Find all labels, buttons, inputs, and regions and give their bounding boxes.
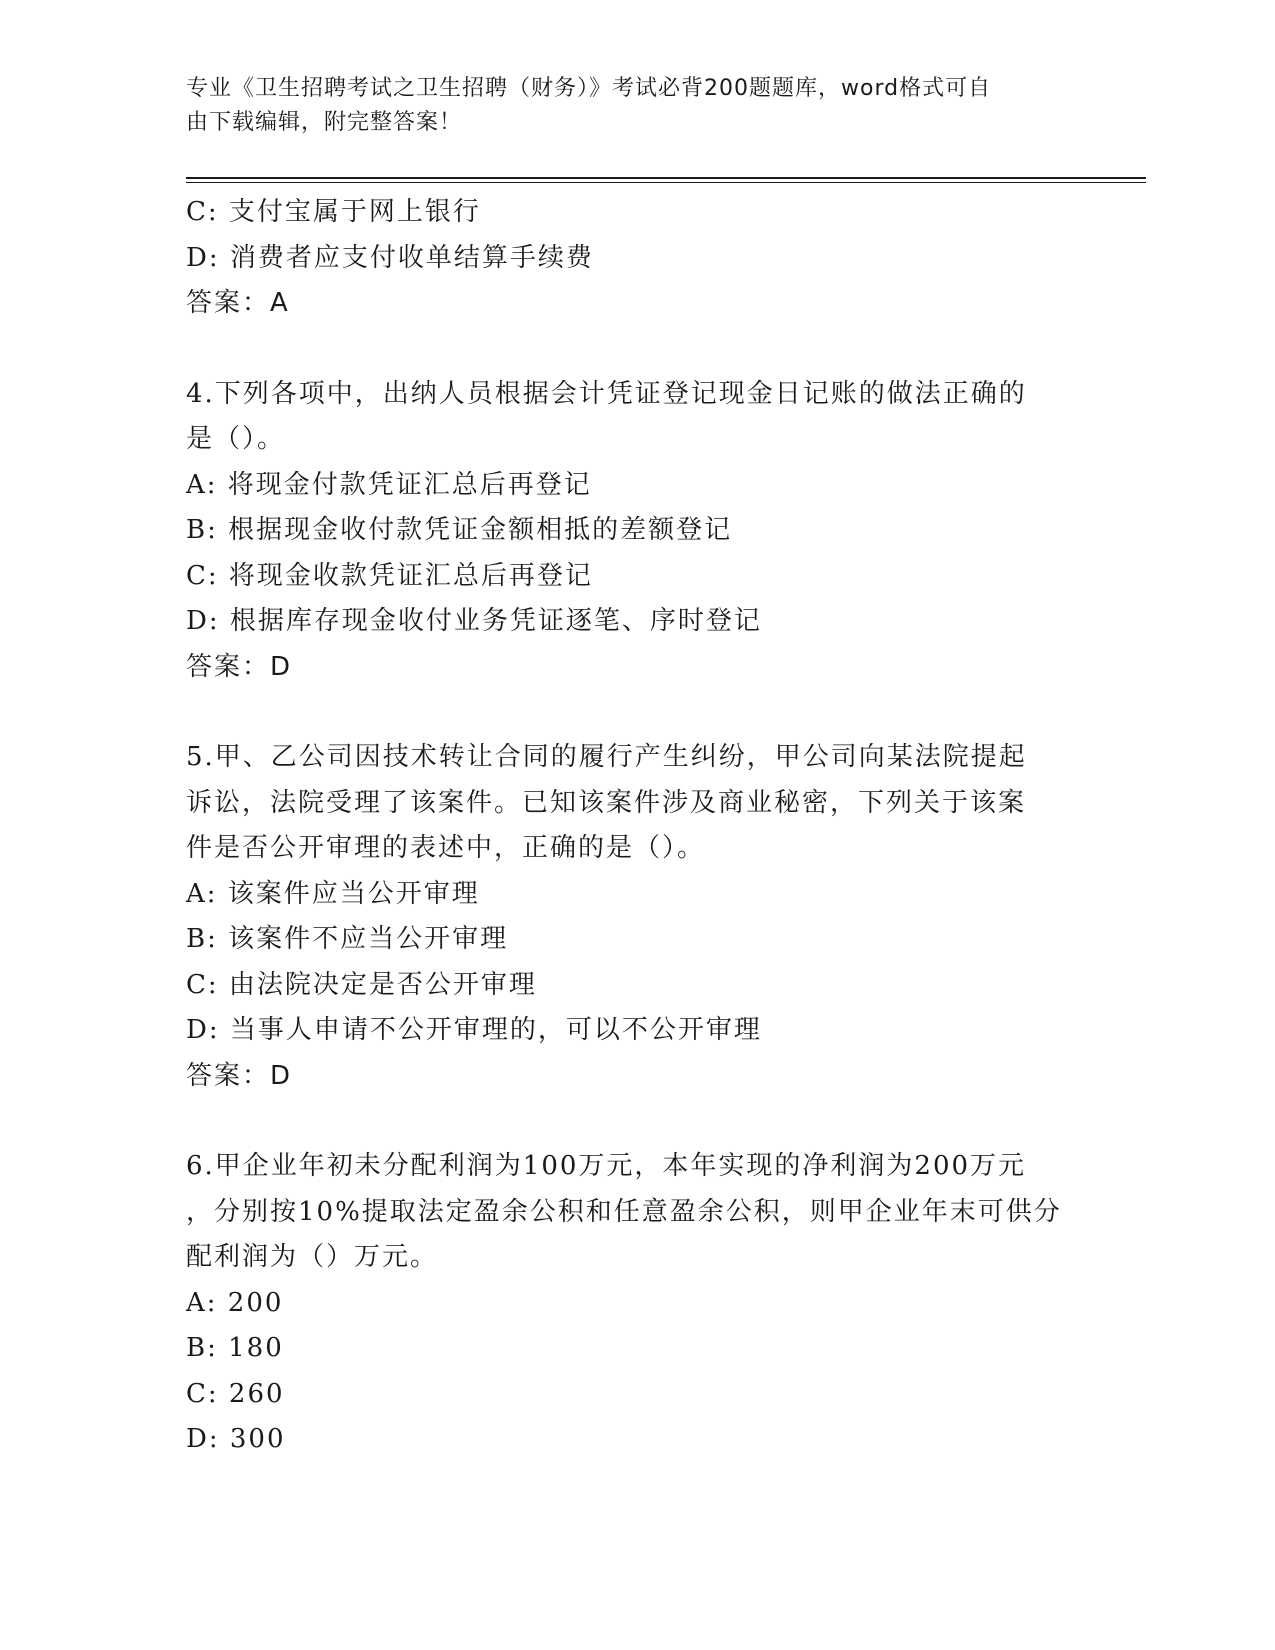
spacer (186, 690, 1086, 735)
option-a: A: 将现金付款凭证汇总后再登记 (186, 469, 592, 500)
question-stem-line: 5.甲、乙公司因技术转让合同的履行产生纠纷，甲公司向某法院提起 (186, 742, 1027, 772)
question-3-tail (186, 190, 1086, 327)
header-rule-thick (186, 177, 1146, 179)
header-line-1: 专业《卫生招聘考试之卫生招聘（财务）》考试必背200题题库，word格式可自 (186, 76, 992, 101)
question-6 (186, 1144, 1086, 1463)
option-c: C: 支付宝属于网上银行 (186, 197, 481, 227)
question-content (186, 190, 1086, 1463)
answer-label: 答案：A (186, 288, 290, 318)
option-a: A: 该案件应当公开审理 (186, 878, 480, 909)
header-line-2: 由下载编辑，附完整答案！ (186, 110, 463, 135)
answer-label: 答案：D (186, 651, 293, 682)
question-stem-line: 是（）。 (186, 424, 286, 454)
question-5 (186, 735, 1086, 1099)
option-a: A: 200 (186, 1287, 284, 1318)
option-c: C: 260 (186, 1378, 285, 1409)
question-stem-line: 4.下列各项中，出纳人员根据会计凭证登记现金日记账的做法正确的 (186, 378, 1027, 409)
question-stem-line: 6.甲企业年初未分配利润为100万元，本年实现的净利润为200万元 (186, 1151, 1027, 1181)
page-header (186, 72, 1066, 140)
option-d: D: 根据库存现金收付业务凭证逐笔、序时登记 (186, 606, 762, 636)
spacer (186, 1099, 1086, 1144)
option-b: B: 180 (186, 1333, 284, 1363)
option-c: C: 由法院决定是否公开审理 (186, 969, 537, 1000)
question-stem-line: ，分别按10%提取法定盈余公积和任意盈余公积，则甲企业年末可供分 (186, 1196, 1062, 1227)
option-b: B: 该案件不应当公开审理 (186, 924, 509, 954)
option-d: D: 消费者应支付收单结算手续费 (186, 242, 594, 273)
answer-label: 答案：D (186, 1060, 293, 1091)
header-rule-thin (186, 182, 1146, 183)
question-stem-line: 配利润为（）万元。 (186, 1242, 439, 1272)
option-c: C: 将现金收款凭证汇总后再登记 (186, 560, 593, 591)
option-b: B: 根据现金收付款凭证金额相抵的差额登记 (186, 515, 733, 545)
question-stem-line: 件是否公开审理的表述中，正确的是（）。 (186, 833, 706, 863)
spacer (186, 327, 1086, 372)
question-stem-line: 诉讼，法院受理了该案件。已知该案件涉及商业秘密，下列关于该案 (186, 787, 1027, 818)
option-d: D: 当事人申请不公开审理的，可以不公开审理 (186, 1015, 762, 1045)
option-d: D: 300 (186, 1424, 286, 1454)
question-4 (186, 372, 1086, 691)
